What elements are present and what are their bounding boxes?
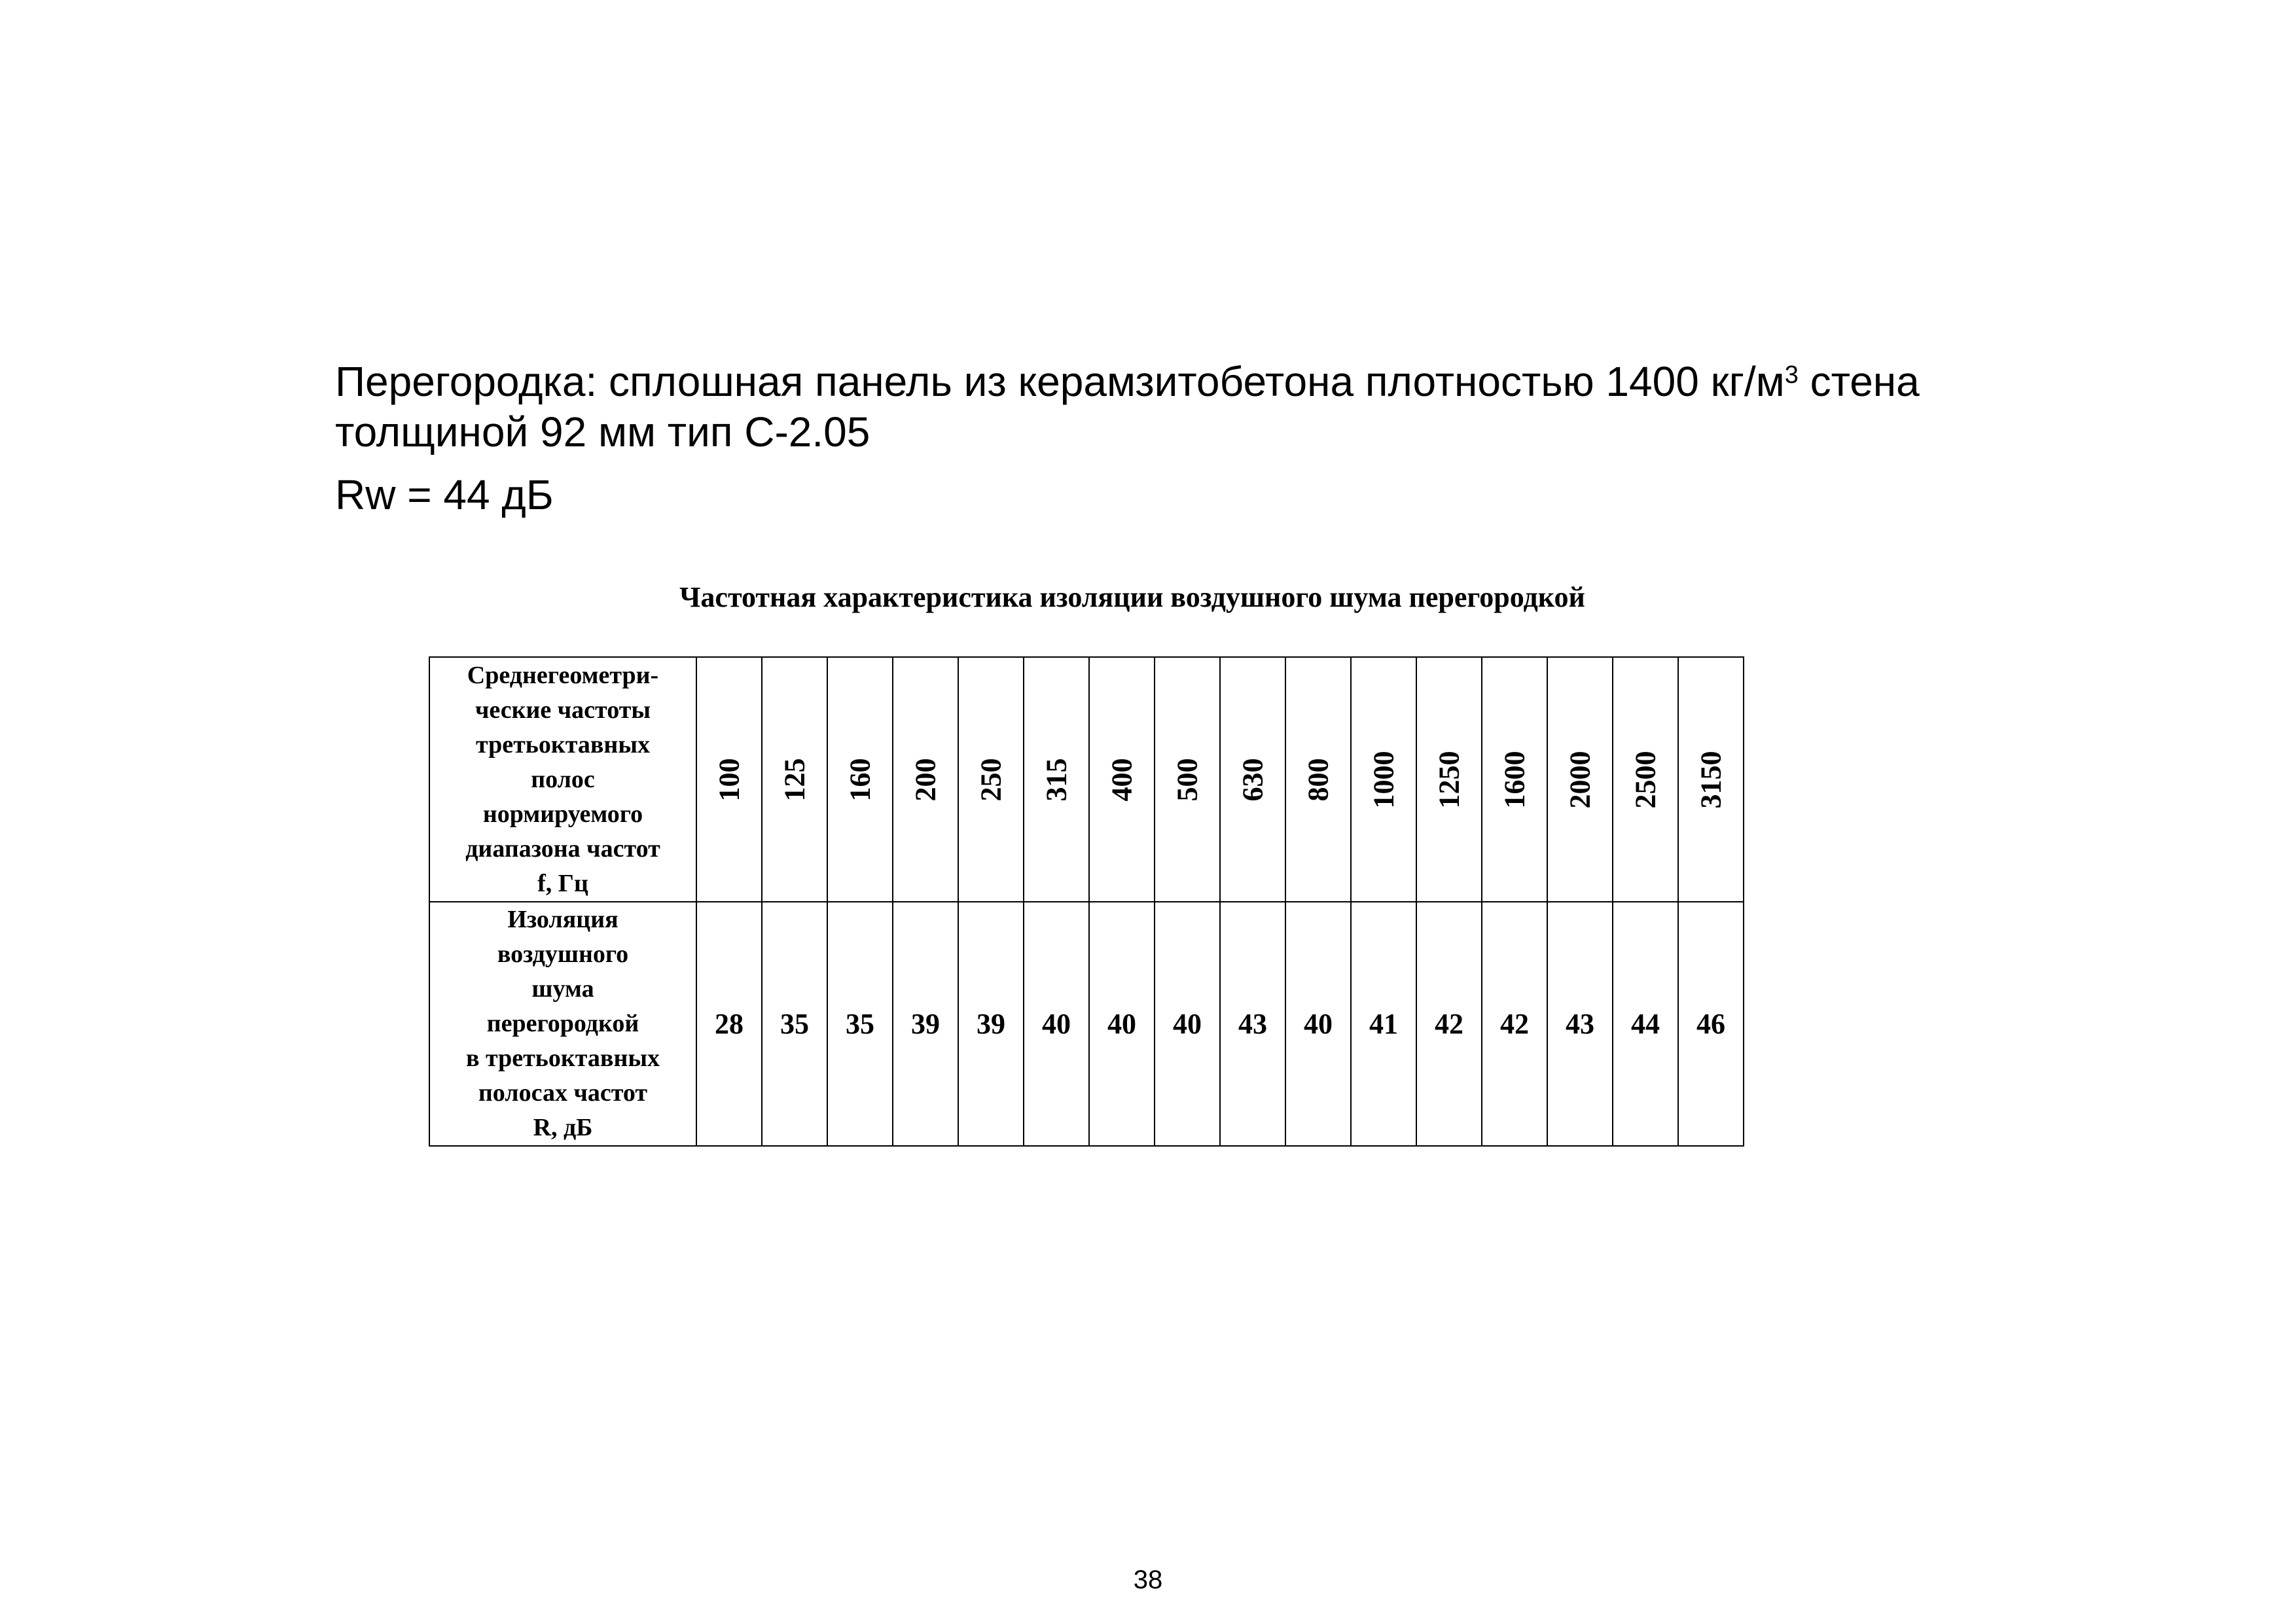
insulation-value: 40 (1155, 902, 1220, 1146)
frequency-cell (1220, 657, 1285, 902)
frequency-table (429, 656, 1744, 1147)
frequency-value: 1600 (1498, 751, 1531, 808)
frequency-label-line: Среднегеометри- (467, 661, 659, 689)
frequency-cell (1351, 657, 1416, 902)
frequency-value: 500 (1171, 758, 1204, 801)
insulation-row-label (429, 902, 696, 1146)
frequency-cell (1155, 657, 1220, 902)
insulation-value: 46 (1678, 902, 1744, 1146)
frequency-value: 1250 (1433, 751, 1465, 808)
description-text: Перегородка: сплошная панель из керамзитобетона плотностью 1400 кг/м (335, 358, 1785, 405)
frequency-cell (1678, 657, 1744, 902)
frequency-value: 125 (778, 758, 811, 801)
sound-insulation-index: Rw = 44 дБ (335, 471, 554, 518)
frequency-label-line: нормируемого (482, 800, 643, 828)
insulation-label-line: R, дБ (533, 1114, 593, 1141)
insulation-value: 40 (1024, 902, 1089, 1146)
frequency-label-line: диапазона частот (465, 834, 660, 863)
frequency-cell (1547, 657, 1613, 902)
frequency-value: 250 (975, 758, 1007, 801)
insulation-value: 39 (893, 902, 958, 1146)
frequency-label-line: третьоктавных (476, 730, 650, 758)
insulation-value: 42 (1482, 902, 1547, 1146)
frequency-cell (1482, 657, 1547, 902)
frequency-label-line: f, Гц (537, 869, 588, 897)
frequency-value: 100 (713, 758, 745, 801)
insulation-value: 44 (1613, 902, 1678, 1146)
frequency-cell (762, 657, 827, 902)
frequency-cell (827, 657, 893, 902)
insulation-label-line: шума (531, 975, 594, 1003)
frequency-cell (1089, 657, 1155, 902)
frequency-cell (893, 657, 958, 902)
insulation-label-line: в третьоктавных (465, 1044, 660, 1072)
insulation-label-line: Изоляция (507, 906, 619, 933)
page-number: 38 (1133, 1565, 1163, 1594)
frequency-value: 1000 (1367, 751, 1400, 808)
insulation-value: 40 (1285, 902, 1351, 1146)
frequency-value: 800 (1302, 758, 1335, 801)
frequency-cell (1285, 657, 1351, 902)
partition-description (335, 357, 2037, 457)
insulation-label-line: перегородкой (486, 1010, 639, 1037)
frequency-value: 2000 (1564, 751, 1596, 808)
table-title: Частотная характеристика изоляции воздушного шума перегородкой (679, 581, 1585, 613)
insulation-row (429, 902, 1744, 1146)
insulation-value: 28 (696, 902, 762, 1146)
frequency-cell (1416, 657, 1482, 902)
frequency-row (429, 657, 1744, 902)
insulation-label-line: полосах частот (478, 1079, 648, 1107)
insulation-value: 41 (1351, 902, 1416, 1146)
frequency-cell (958, 657, 1024, 902)
description-line-2: толщиной 92 мм тип С-2.05 (335, 408, 870, 455)
cubic-superscript: 3 (1784, 361, 1799, 389)
insulation-value: 35 (827, 902, 893, 1146)
insulation-value: 39 (958, 902, 1024, 1146)
description-line-1 (335, 357, 2037, 407)
insulation-value: 43 (1220, 902, 1285, 1146)
insulation-label-line: воздушного (497, 940, 629, 968)
frequency-cell (1613, 657, 1678, 902)
frequency-value: 630 (1236, 758, 1269, 801)
frequency-label-line: ческие частоты (475, 696, 651, 724)
frequency-value: 200 (909, 758, 942, 801)
insulation-value: 43 (1547, 902, 1613, 1146)
insulation-value: 40 (1089, 902, 1155, 1146)
frequency-cell (696, 657, 762, 902)
frequency-value: 400 (1105, 758, 1138, 801)
frequency-value: 160 (844, 758, 876, 801)
frequency-row-label (429, 657, 696, 902)
frequency-cell (1024, 657, 1089, 902)
description-tail: стена (1798, 358, 1920, 405)
frequency-label-line: полос (531, 765, 595, 793)
insulation-value: 42 (1416, 902, 1482, 1146)
frequency-value: 2500 (1629, 751, 1662, 808)
insulation-value: 35 (762, 902, 827, 1146)
frequency-value: 315 (1040, 758, 1073, 801)
frequency-value: 3150 (1695, 751, 1727, 808)
